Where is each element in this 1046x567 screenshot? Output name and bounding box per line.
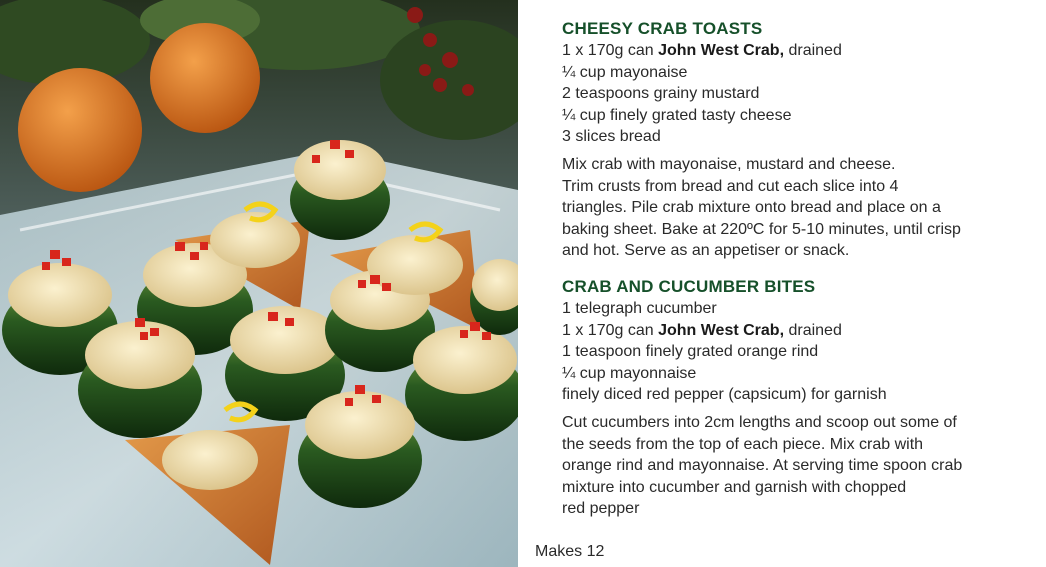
recipe-cheesy-crab-toasts	[562, 18, 1032, 262]
method-line: orange rind and mayonnaise. At serving time spoon crab	[562, 457, 963, 475]
ingredient-item: ¼ cup finely grated tasty cheese	[562, 106, 792, 124]
method-line: triangles. Pile crab mixture onto bread and place on a	[562, 199, 941, 217]
ingredient-item: 1 x 170g can John West Crab, drained	[562, 42, 842, 59]
method-line: and hot. Serve as an appetiser or snack.	[562, 242, 850, 260]
food-illustration	[0, 0, 518, 567]
method-line: baking sheet. Bake at 220ºC for 5-10 minutes, until crisp	[562, 220, 961, 238]
method-line: red pepper	[562, 500, 640, 518]
recipe-column	[562, 14, 1032, 520]
yield-text: Makes 12	[535, 543, 605, 560]
method-line: the seeds from the top of each piece. Mix crab with	[562, 435, 924, 453]
ingredient-list	[562, 298, 1032, 406]
ingredient-item: 1 telegraph cucumber	[562, 299, 717, 317]
ingredient-list	[562, 40, 1032, 148]
ingredient-item: 1 x 170g can John West Crab, drained	[562, 321, 842, 339]
ingredient-item: ¼ cup mayonnaise	[562, 364, 697, 382]
recipe-method	[562, 412, 1008, 520]
method-line: mixture into cucumber and garnish with chopped	[562, 478, 907, 496]
method-line: Trim crusts from bread and cut each slice into 4	[562, 177, 899, 195]
ingredient-item: finely diced red pepper (capsicum) for garnish	[562, 386, 887, 404]
ingredient-item: 1 teaspoon finely grated orange rind	[562, 343, 819, 361]
ingredient-item: 3 slices bread	[562, 128, 661, 146]
food-photo	[0, 0, 518, 567]
method-line: Mix crab with mayonaise, mustard and cheese.	[562, 155, 896, 173]
recipe-title: CHEESY CRAB TOASTS	[562, 19, 763, 38]
ingredient-item: ¼ cup mayonaise	[562, 63, 688, 81]
ingredient-item: 2 teaspoons grainy mustard	[562, 85, 760, 103]
recipe-crab-cucumber-bites	[562, 276, 1032, 520]
method-line: Cut cucumbers into 2cm lengths and scoop out some of	[562, 413, 957, 431]
recipe-title: CRAB AND CUCUMBER BITES	[562, 276, 816, 296]
recipe-method	[562, 154, 1008, 262]
